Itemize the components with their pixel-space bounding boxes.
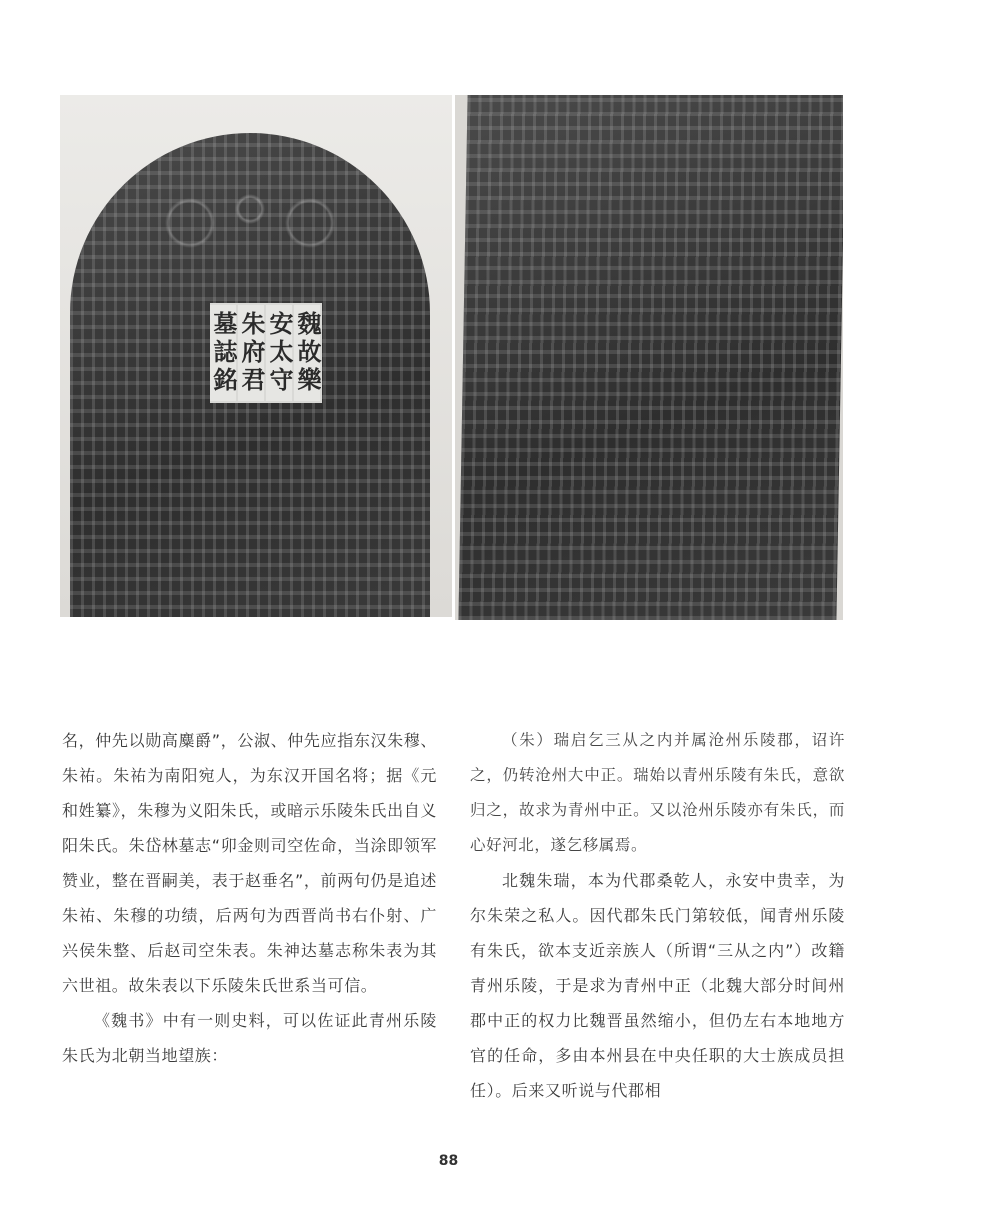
epitaph-title-block	[210, 303, 322, 403]
body-paragraph: 北魏朱瑞，本为代郡桑乾人，永安中贵幸，为尔朱荣之私人。因代郡朱氏门第较低，闻青州乐陵有朱氏，欲本支近亲族人（所谓“三从之内”）改籍青州乐陵，于是求为青州中正（北魏大部分时间州郡中正的权力比魏晋虽然缩小，但仍左右本地地方官的任命，多由本州县在中央任职的大士族成员担任）。后来又听说与代郡相	[470, 871, 845, 1100]
title-column: 魏故樂	[294, 305, 320, 401]
right-text-column	[470, 723, 845, 1108]
stele-rubbing	[70, 133, 430, 617]
left-text-column	[62, 723, 437, 1073]
page-number: 88	[438, 1153, 459, 1169]
body-paragraph: 名，仲先以勋高麋爵”，公淑、仲先应指东汉朱穆、朱祐。朱祐为南阳宛人，为东汉开国名将；据《元和姓纂》，朱穆为义阳朱氏，或暗示乐陵朱氏出自义阳朱氏。朱岱林墓志“卯金则司空佐命，当涂即领军赞业，整在晋嗣美，表于赵垂名”，前两句仍是追述朱祐、朱穆的功绩，后两句为西晋尚书右仆射、广兴侯朱整、后赵司空朱表。朱神达墓志称朱表为其六世祖。故朱表以下乐陵朱氏世系当可信。	[62, 731, 437, 995]
body-paragraph: 《魏书》中有一则史料，可以佐证此青州乐陵朱氏为北朝当地望族：	[62, 1011, 437, 1065]
stele-rubbing-photo-right	[455, 95, 843, 620]
cloud-pattern-decoration	[100, 153, 400, 293]
block-quote: （朱）瑞启乞三从之内并属沧州乐陵郡，诏许之，仍转沧州大中正。瑞始以青州乐陵有朱氏，意欲归之，故求为青州中正。又以沧州乐陵亦有朱氏，而心好河北，遂乞移属焉。	[470, 731, 845, 854]
title-column: 墓誌銘	[210, 305, 236, 401]
title-column: 朱府君	[238, 305, 264, 401]
title-column: 安太守	[266, 305, 292, 401]
stele-rubbing-inscription	[458, 95, 843, 620]
stele-rubbing-photo-left	[60, 95, 452, 617]
